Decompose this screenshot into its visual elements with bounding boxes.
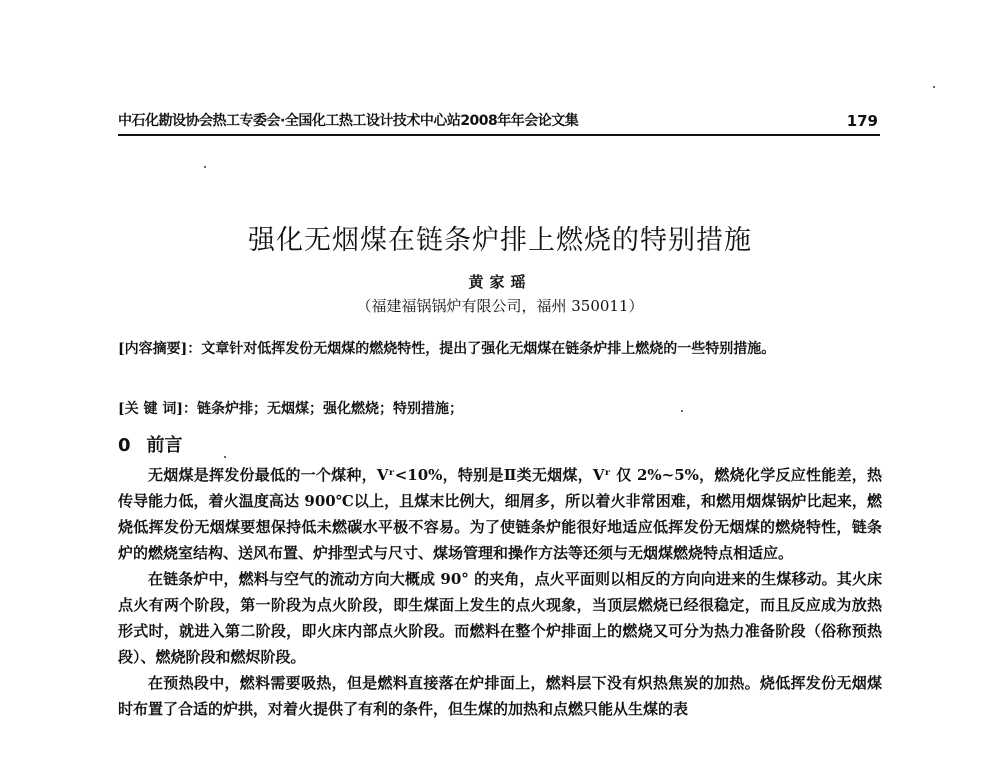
header-page-number: 179	[846, 112, 878, 130]
abstract-label: [内容摘要]：	[118, 341, 202, 357]
keyword-item: 链条炉排	[197, 401, 253, 417]
paragraph: 在预热段中，燃料需要吸热，但是燃料直接落在炉排面上，燃料层下没有炽热焦炭的加热。烧低挥发份无烟煤时布置了合适的炉拱，对着火提供了有利的条件，但生煤的加热和点燃只能从生煤的表	[118, 674, 882, 718]
section-heading	[118, 431, 183, 457]
keywords-label: [关 键 词]：	[118, 401, 197, 417]
abstract	[118, 338, 882, 361]
scan-speck	[933, 86, 935, 88]
scan-speck	[204, 166, 206, 168]
keyword-item: 强化燃烧	[323, 401, 379, 417]
paragraph: 在链条炉中，燃料与空气的流动方向大概成 90° 的夹角，点火平面则以相反的方向向进来的生煤移动。其火床点火有两个阶段，第一阶段为点火阶段，即生煤面上发生的点火现象，当顶层燃烧已经很稳定，而且反应成为放热形式时，就进入第二阶段，即火床内部点火阶段。而燃料在整个炉排面上的燃烧又可分为热力准备阶段（俗称预热段）、燃烧阶段和燃烬阶段。	[118, 570, 882, 666]
body-text	[118, 462, 882, 722]
header-journal-title: 中石化勘设协会热工专委会·全国化工热工设计技术中心站2008年年会论文集	[118, 113, 579, 129]
keyword-item: 无烟煤	[267, 401, 309, 417]
keyword-item: 特别措施	[393, 401, 449, 417]
keywords: [关 键 词]：链条炉排；无烟煤；强化燃烧；特别措施；	[118, 401, 463, 417]
section-title: 前言	[146, 435, 183, 456]
abstract-text: 文章针对低挥发份无烟煤的燃烧特性，提出了强化无烟煤在链条炉排上燃烧的一些特别措施。	[201, 341, 776, 357]
section-number: 0	[118, 435, 131, 456]
paragraph: 无烟煤是挥发份最低的一个煤种，Vʳ<10%，特别是Ⅱ类无烟煤，Vʳ 仅 2%~5%，燃烧化学反应性能差，热传导能力低，着火温度高达 900℃以上，且煤末比例大，细屑多，所以着火非常困难，和燃用烟煤锅炉比起来，燃烧低挥发份无烟煤要想保持低未燃碳水平极不容易。为了使链条炉能很好地适应低挥发份无烟煤的燃烧特性，链条炉的燃烧室结构、送风布置、炉排型式与尺寸、煤场管理和操作方法等还须与无烟煤燃烧特点相适应。	[118, 466, 882, 562]
scan-speck	[681, 410, 683, 412]
author-affiliation: （福建福锅锅炉有限公司，福州 350011）	[356, 297, 644, 315]
running-header	[118, 108, 880, 136]
scan-speck	[224, 456, 226, 458]
article-author: 黄家瑶	[468, 273, 532, 291]
article-title: 强化无烟煤在链条炉排上燃烧的特别措施	[248, 225, 752, 256]
